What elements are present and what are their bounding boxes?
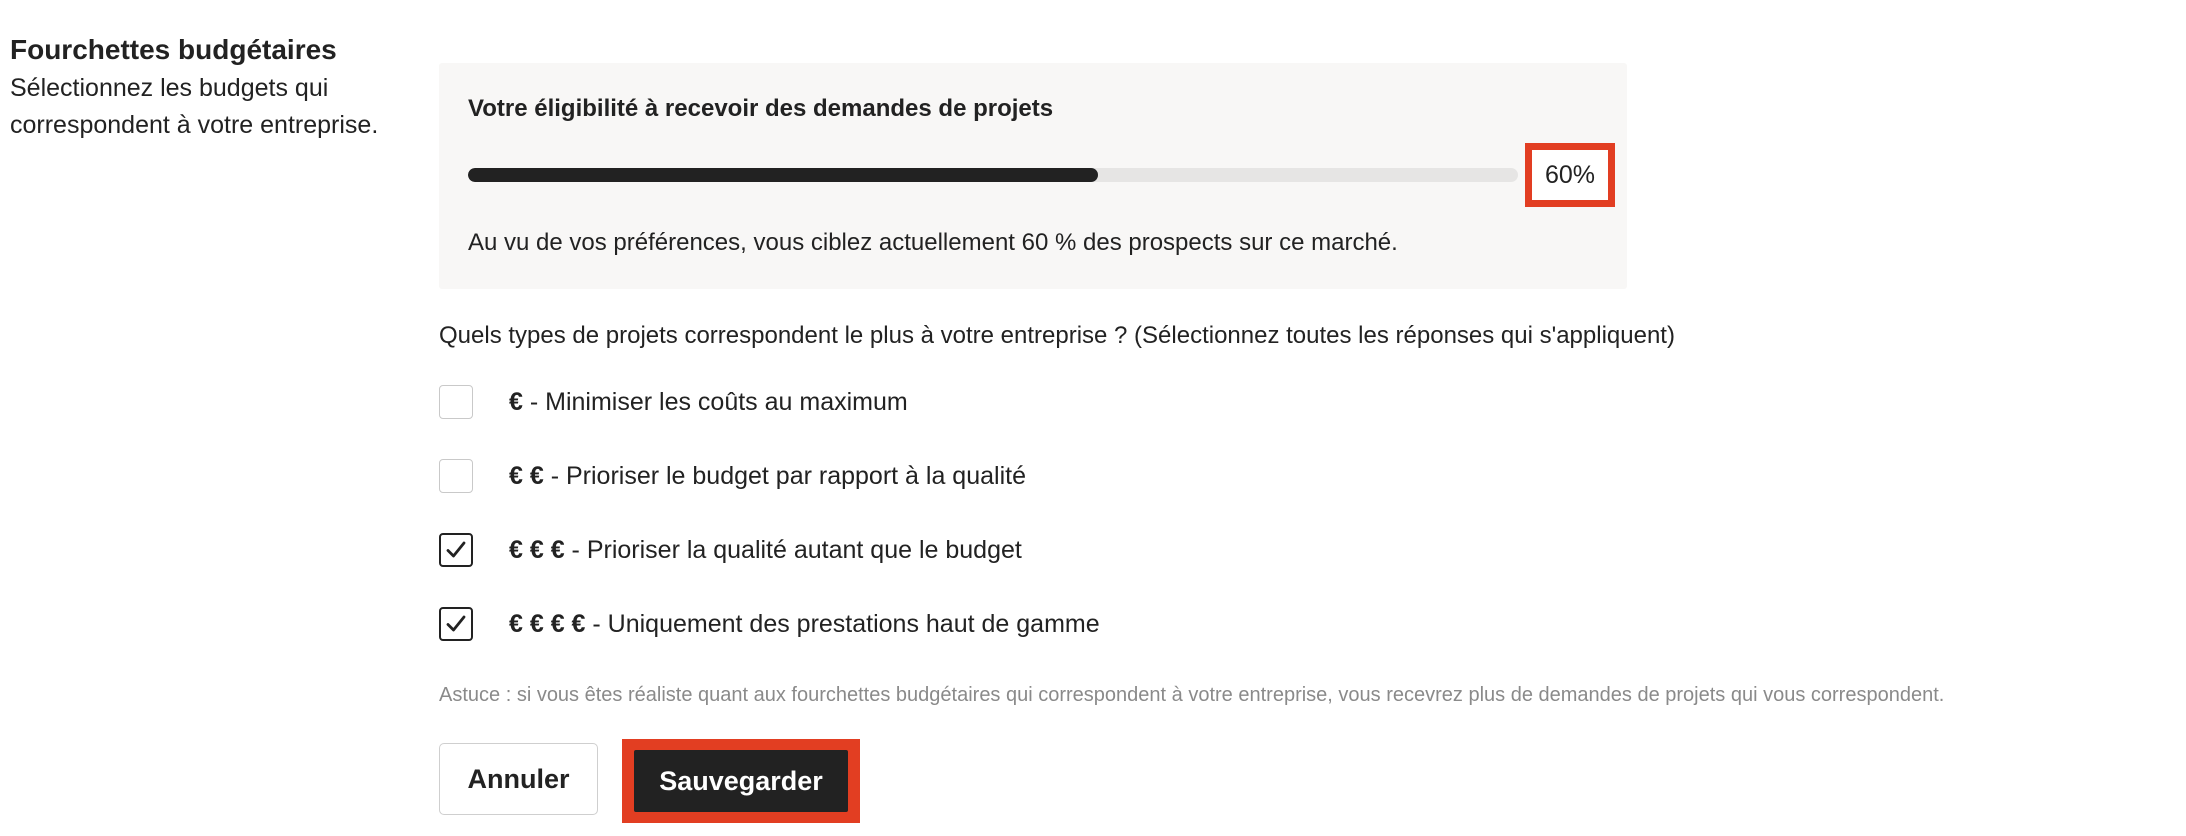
eligibility-title: Votre éligibilité à recevoir des demandes de projets [468,95,1054,122]
budget-tip: Astuce : si vous êtes réaliste quant aux fourchettes budgétaires qui correspondent à votre entreprise, vous recevrez plus de demandes de projets qui vous correspondent. [439,684,1945,706]
eligibility-percent-badge: 60% [1525,143,1615,207]
option-label-text: - Prioriser le budget par rapport à la qualité [543,461,1026,490]
option-budget-1-label [509,388,908,417]
option-budget-3-label [509,536,1022,565]
option-budget-2[interactable] [439,457,1026,495]
section-title: Fourchettes budgétaires [10,34,337,65]
checkbox-budget-2[interactable] [439,459,473,493]
euro-symbol: € [509,387,523,416]
option-budget-4[interactable] [439,605,1100,643]
eligibility-progress-bar [468,168,1518,182]
option-budget-4-label [509,610,1100,639]
checkmark-icon [445,613,467,635]
eligibility-panel [439,63,1627,289]
checkmark-icon [445,539,467,561]
euro-symbol: € € [509,461,544,490]
section-description: Sélectionnez les budgets qui correspondent à votre entreprise. [10,74,379,139]
checkbox-budget-1[interactable] [439,385,473,419]
save-button[interactable]: Sauvegarder [634,750,848,812]
eligibility-note: Au vu de vos préférences, vous ciblez actuellement 60 % des prospects sur ce marché. [468,229,1398,256]
option-budget-1[interactable] [439,383,908,421]
option-label-text: - Minimiser les coûts au maximum [522,387,908,416]
section-heading [10,30,410,144]
option-label-text: - Prioriser la qualité autant que le budget [564,535,1022,564]
euro-symbol: € € € € [509,609,586,638]
checkbox-budget-3[interactable] [439,533,473,567]
cancel-button[interactable]: Annuler [439,743,598,815]
option-budget-3[interactable] [439,531,1022,569]
option-budget-2-label [509,462,1026,491]
eligibility-progress-fill [468,168,1098,182]
checkbox-budget-4[interactable] [439,607,473,641]
option-label-text: - Uniquement des prestations haut de gamme [585,609,1100,638]
project-types-question: Quels types de projets correspondent le plus à votre entreprise ? (Sélectionnez toutes les réponses qui s'appliquent) [439,322,1675,349]
euro-symbol: € € € [509,535,565,564]
